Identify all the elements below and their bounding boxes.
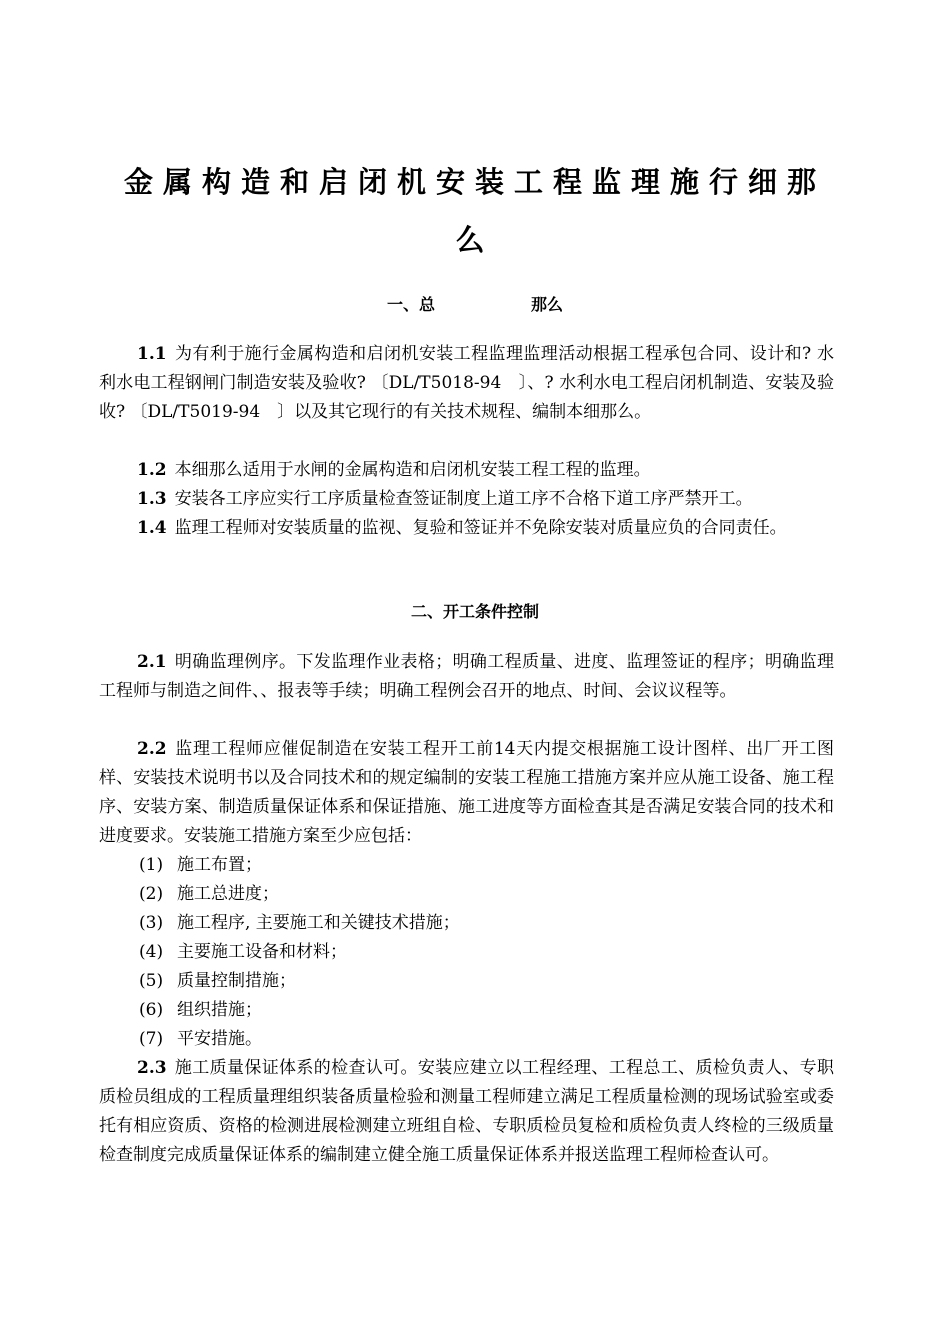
paragraph-number: 2.2 — [137, 739, 167, 759]
paragraph-text: 明确监理例序。下发监理作业表格；明确工程质量、进度、监理签证的程序；明确监理工程师与制造之间件、、报表等手续；明确工程例会召开的地点、时间、会议议程等。 — [99, 652, 834, 701]
paragraph-1-1 — [99, 340, 834, 427]
paragraph-2-3 — [99, 1054, 834, 1170]
paragraph-2-2 — [99, 735, 834, 851]
list-item-number: (6) — [139, 1000, 164, 1020]
list-item-number: (2) — [139, 884, 164, 904]
paragraph-number: 2.1 — [137, 652, 167, 672]
paragraph-1-3 — [99, 485, 834, 514]
list-item-text: 施工总进度； — [177, 884, 279, 904]
list-item-text: 施工程序, 主要施工和关键技术措施； — [177, 913, 460, 933]
paragraph-text: 安装各工序应实行工序质量检查签证制度上道工序不合格下道工序严禁开工。 — [174, 489, 753, 509]
document-title-line-2: 么 — [455, 223, 495, 257]
list-item-number: (4) — [139, 942, 164, 962]
document-title-line-1: 金属构造和启闭机安装工程监理施行细那 — [123, 165, 826, 199]
paragraph-text: 为有利于施行金属构造和启闭机安装工程监理监理活动根据工程承包合同、设计和? 水利水电工程钢闸门制造安装及验收? 〔DL/T5018-94 〕、? 水利水电工程启闭机制造、安装及验收? 〔DL/T5019-94 〕以及其它现行的有关技术规程、编制本细那么。 — [99, 344, 834, 422]
list-item-number: (3) — [139, 913, 164, 933]
list-item-text: 组织措施； — [177, 1000, 262, 1020]
paragraph-1-2 — [99, 456, 834, 485]
section-heading-general: 一、总 那么 — [386, 295, 563, 314]
paragraph-number: 1.3 — [137, 489, 167, 509]
paragraph-1-4 — [99, 514, 834, 543]
paragraph-text: 监理工程师对安装质量的监视、复验和签证并不免除安装对质量应负的合同责任。 — [174, 518, 787, 538]
list-item-number: (7) — [139, 1029, 164, 1049]
list-item-text: 质量控制措施； — [177, 971, 296, 991]
paragraph-number: 2.3 — [137, 1058, 167, 1078]
list-item — [139, 851, 839, 880]
paragraph-text: 本细那么适用于水闸的金属构造和启闭机安装工程工程的监理。 — [174, 460, 651, 480]
paragraph-number: 1.4 — [137, 518, 167, 538]
paragraph-number: 1.2 — [137, 460, 167, 480]
list-item — [139, 938, 839, 967]
list-item — [139, 1025, 839, 1054]
list-item-text: 施工布置； — [177, 855, 262, 875]
paragraph-text: 施工质量保证体系的检查认可。安装应建立以工程经理、工程总工、质检负责人、专职质检员组成的工程质量理组织装备质量检验和测量工程师建立满足工程质量检测的现场试验室或委托有相应资质、资格的检测进展检测建立班组自检、专职质检员复检和质检负责人终检的三级质量检查制度完成质量保证体系的编制建立健全施工质量保证体系并报送监理工程师检查认可。 — [99, 1058, 834, 1165]
list-item-text: 主要施工设备和材料； — [177, 942, 347, 962]
list-item — [139, 909, 839, 938]
list-item-number: (1) — [139, 855, 164, 875]
list-item — [139, 880, 839, 909]
paragraph-text: 监理工程师应催促制造在安装工程开工前14天内提交根据施工设计图样、出厂开工图样、安装技术说明书以及合同技术和的规定编制的安装工程施工措施方案并应从施工设备、施工程序、安装方案、制造质量保证体系和保证措施、施工进度等方面检查其是否满足安装合同的技术和进度要求。安装施工措施方案至少应包括： — [99, 739, 834, 846]
section-heading-start-conditions: 二、开工条件控制 — [410, 602, 539, 621]
list-item — [139, 996, 839, 1025]
list-item-number: (5) — [139, 971, 164, 991]
list-item-text: 平安措施。 — [177, 1029, 262, 1049]
paragraph-number: 1.1 — [137, 344, 167, 364]
list-item — [139, 967, 839, 996]
paragraph-2-1 — [99, 648, 834, 706]
